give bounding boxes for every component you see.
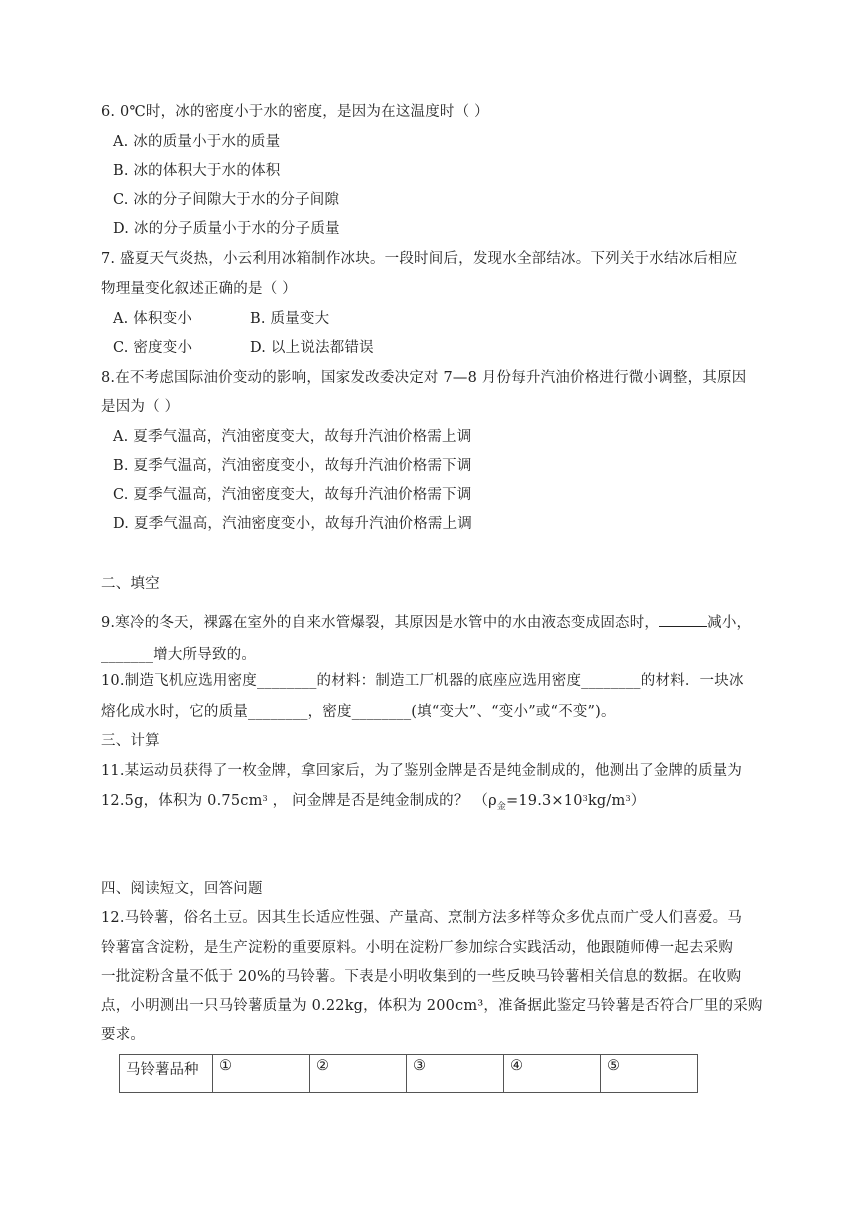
q7-option-d: D. 以上说法都错误 bbox=[250, 340, 374, 356]
q11-close-paren: ） bbox=[630, 793, 646, 809]
section-heading-calculation: 三、计算 bbox=[101, 733, 160, 749]
section-heading-fill-in: 二、填空 bbox=[101, 576, 160, 592]
q8-stem-line2: 是因为（ ） bbox=[101, 399, 180, 415]
q9-line1-text: 9.寒冷的冬天，裸露在室外的自来水管爆裂，其原因是水管中的水由液态变成固态时， bbox=[101, 615, 660, 631]
q11-m-exponent: 3 bbox=[625, 794, 631, 803]
section-heading-reading: 四、阅读短文，回答问题 bbox=[101, 881, 263, 897]
q6-option-a: A. 冰的质量小于水的质量 bbox=[113, 134, 281, 150]
q12-line4: 点，小明测出一只马铃薯质量为 0.22kg，体积为 200cm³，准备据此鉴定马铃薯是否符合厂里的采购 bbox=[101, 998, 763, 1014]
q11-mass-volume: 12.5g，体积为 0.75cm bbox=[101, 793, 263, 809]
table-header-cell: ④ bbox=[504, 1055, 601, 1093]
q9-line2: _______增大所导致的。 bbox=[101, 647, 257, 663]
potato-variety-table bbox=[119, 1054, 698, 1093]
q12-line2: 铃薯富含淀粉，是生产淀粉的重要原料。小明在淀粉厂参加综合实践活动，他跟随师傅一起去采购 bbox=[101, 940, 734, 956]
q7-option-b: B. 质量变大 bbox=[250, 311, 330, 327]
q11-line1: 11.某运动员获得了一枚金牌，拿回家后，为了鉴别金牌是否是纯金制成的，他测出了金牌的质量为 bbox=[101, 763, 743, 779]
q9-line1 bbox=[101, 612, 751, 633]
q11-line2 bbox=[101, 791, 645, 817]
q6-option-d: D. 冰的分子质量小于水的分子质量 bbox=[113, 221, 340, 237]
q7-option-a: A. 体积变小 bbox=[113, 311, 193, 327]
q7-stem-line1: 7. 盛夏天气炎热，小云利用冰箱制作冰块。一段时间后，发现水全部结冰。下列关于水结冰后相应 bbox=[101, 251, 738, 267]
q12-line5: 要求。 bbox=[101, 1027, 146, 1043]
q9-answer-blank bbox=[659, 612, 707, 627]
q8-option-a: A. 夏季气温高，汽油密度变大，故每升汽油价格需上调 bbox=[113, 429, 472, 445]
q11-power-exponent: 3 bbox=[582, 794, 588, 803]
table-row bbox=[120, 1055, 698, 1093]
q9-line1-end: 减小， bbox=[707, 615, 752, 631]
q11-cm-exponent: 3 bbox=[262, 794, 268, 803]
table-header-cell: ① bbox=[213, 1055, 310, 1093]
q11-density-unit: kg/m bbox=[587, 793, 626, 809]
q8-stem-line1: 8.在不考虑国际油价变动的影响，国家发改委决定对 7—8 月份每升汽油价格进行微小调整，其原因 bbox=[101, 370, 747, 386]
table-header-cell: 马铃薯品种 bbox=[120, 1055, 213, 1093]
q6-stem: 6. 0℃时，冰的密度小于水的密度，是因为在这温度时（ ） bbox=[101, 104, 489, 120]
q8-option-c: C. 夏季气温高，汽油密度变大，故每升汽油价格需下调 bbox=[113, 487, 472, 503]
q11-gold-subscript: 金 bbox=[496, 801, 506, 812]
q11-question: ， 问金牌是否是纯金制成的？ （ρ bbox=[267, 793, 497, 809]
table-header-cell: ⑤ bbox=[601, 1055, 698, 1093]
q10-line2: 熔化成水时，它的质量________，密度________(填“变大”、“变小”或“不变”)。 bbox=[101, 704, 616, 720]
q11-density-value: =19.3×10 bbox=[506, 793, 583, 809]
table-header-cell: ③ bbox=[407, 1055, 504, 1093]
q6-option-b: B. 冰的体积大于水的体积 bbox=[113, 163, 281, 179]
q10-line1: 10.制造飞机应选用密度________的材料：制造工厂机器的底座应选用密度________的材料．一块冰 bbox=[101, 673, 744, 689]
q12-line3: 一批淀粉含量不低于 20%的马铃薯。下表是小明收集到的一些反映马铃薯相关信息的数据。在收购 bbox=[101, 969, 742, 985]
q12-line1: 12.马铃薯，俗名土豆。因其生长适应性强、产量高、烹制方法多样等众多优点而广受人们喜爱。马 bbox=[101, 910, 743, 926]
q7-option-c: C. 密度变小 bbox=[113, 340, 193, 356]
table-header-cell: ② bbox=[310, 1055, 407, 1093]
q6-option-c: C. 冰的分子间隙大于水的分子间隙 bbox=[113, 192, 340, 208]
q8-option-d: D. 夏季气温高，汽油密度变小，故每升汽油价格需上调 bbox=[113, 516, 473, 532]
q7-stem-line2: 物理量变化叙述正确的是（ ） bbox=[101, 281, 297, 297]
q8-option-b: B. 夏季气温高，汽油密度变小，故每升汽油价格需下调 bbox=[113, 458, 472, 474]
